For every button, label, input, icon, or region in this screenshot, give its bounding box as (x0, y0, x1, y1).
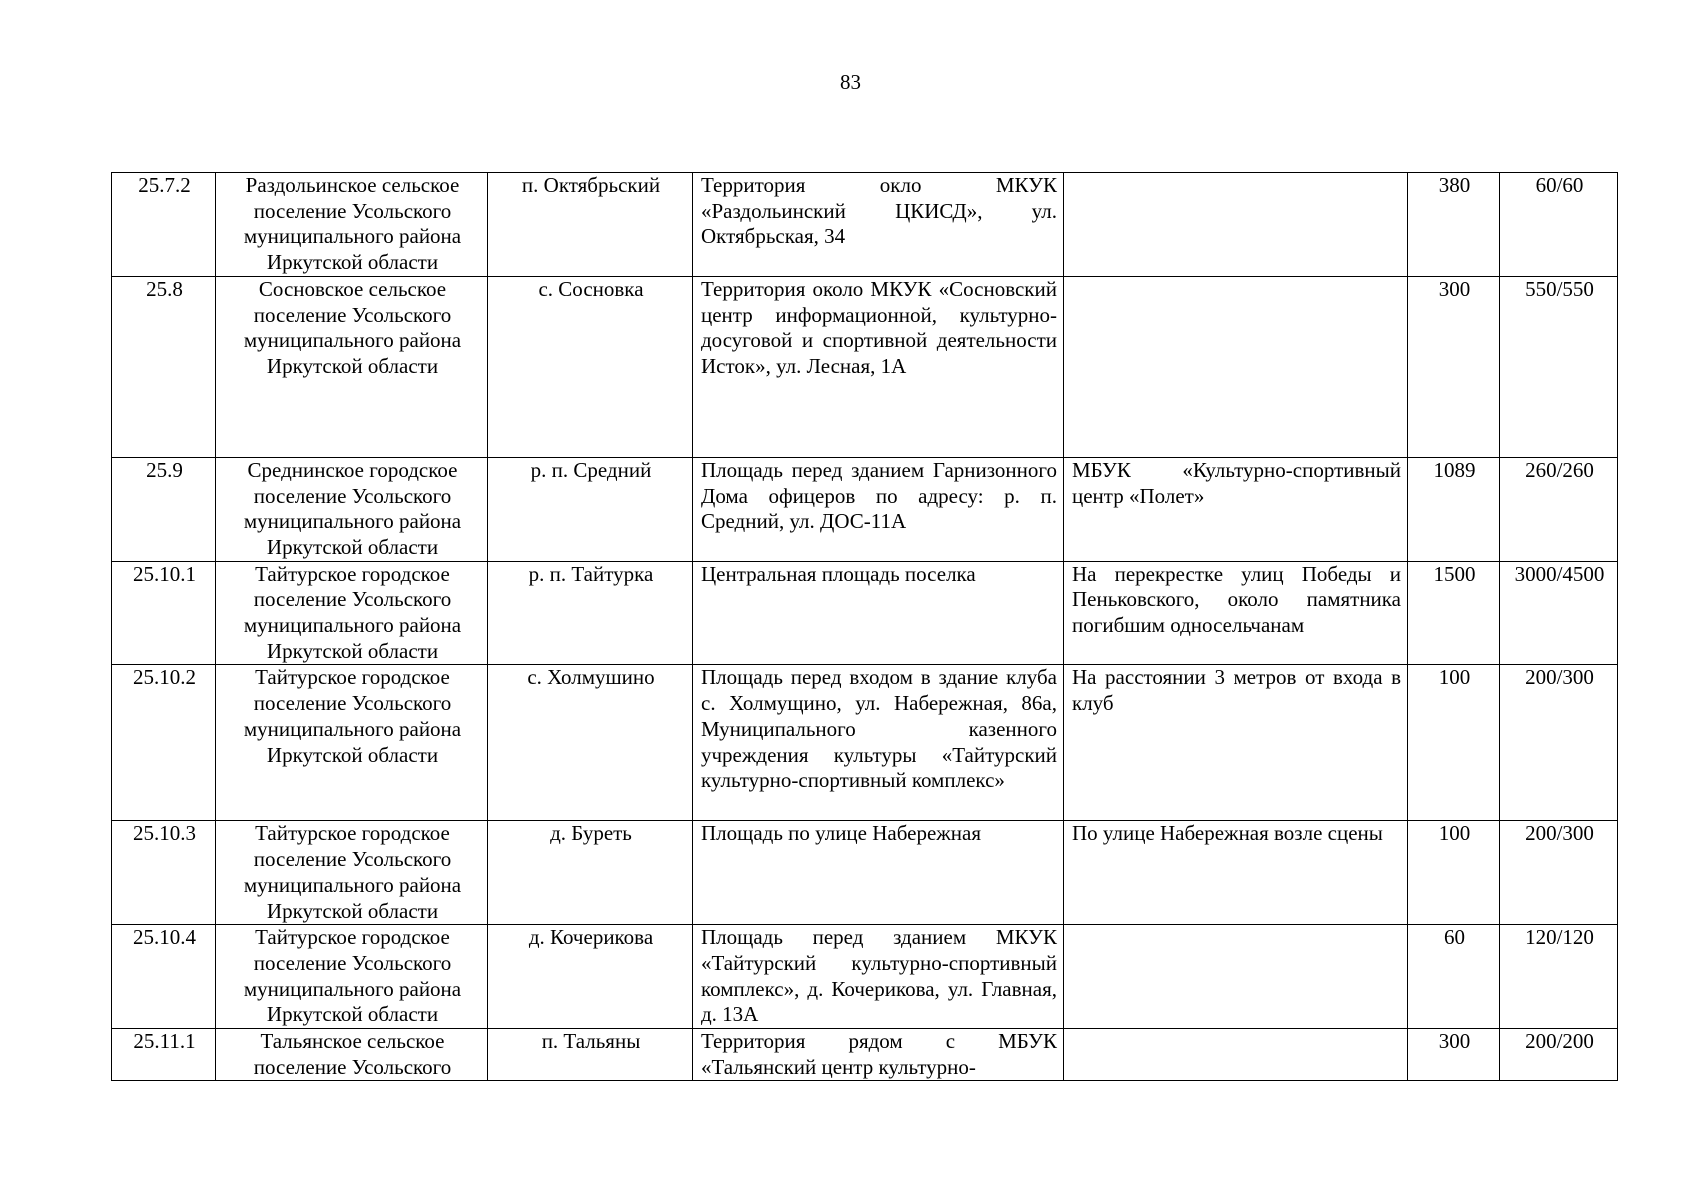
capacity-value: 100 (1408, 665, 1500, 821)
locality-name: р. п. Средний (488, 457, 693, 561)
locality-name: д. Кочерикова (488, 925, 693, 1029)
locality-name: р. п. Тайтурка (488, 561, 693, 665)
capacity-value: 380 (1408, 173, 1500, 277)
place-description: Территория рядом с МБУК «Тальянский центр культурно- (693, 1029, 1064, 1081)
table-row (112, 457, 1618, 561)
area-value: 550/550 (1500, 276, 1618, 457)
place-description: Центральная площадь поселка (693, 561, 1064, 665)
capacity-value: 1500 (1408, 561, 1500, 665)
table-row (112, 665, 1618, 821)
table-row (112, 1029, 1618, 1081)
settlement-name: Раздольинское сельское поселение Усольского муниципального района Иркутской области (216, 173, 488, 277)
place-description: Площадь по улице Набережная (693, 821, 1064, 925)
table-row (112, 276, 1618, 457)
place-description: Площадь перед входом в здание клуба с. Холмущино, ул. Набережная, 86а, Муниципального казенного учреждения культуры «Тайтурский культурно-спортивный комплекс» (693, 665, 1064, 821)
place-note (1064, 1029, 1408, 1081)
table-row (112, 561, 1618, 665)
locality-name: п. Тальяны (488, 1029, 693, 1081)
row-number: 25.10.2 (112, 665, 216, 821)
settlement-name: Тальянское сельское поселение Усольского (216, 1029, 488, 1081)
capacity-value: 100 (1408, 821, 1500, 925)
area-value: 120/120 (1500, 925, 1618, 1029)
area-value: 200/200 (1500, 1029, 1618, 1081)
area-value: 260/260 (1500, 457, 1618, 561)
area-value: 3000/4500 (1500, 561, 1618, 665)
row-number: 25.9 (112, 457, 216, 561)
area-value: 60/60 (1500, 173, 1618, 277)
table-row (112, 173, 1618, 277)
row-number: 25.8 (112, 276, 216, 457)
table-row (112, 821, 1618, 925)
place-description: Территория окло МКУК «Раздольинский ЦКИСД», ул. Октябрьская, 34 (693, 173, 1064, 277)
area-value: 200/300 (1500, 821, 1618, 925)
locality-name: с. Холмушино (488, 665, 693, 821)
row-number: 25.11.1 (112, 1029, 216, 1081)
capacity-value: 300 (1408, 1029, 1500, 1081)
settlements-table (111, 172, 1618, 1081)
settlement-name: Тайтурское городское поселение Усольского муниципального района Иркутской области (216, 561, 488, 665)
settlement-name: Тайтурское городское поселение Усольского муниципального района Иркутской области (216, 821, 488, 925)
table-row (112, 925, 1618, 1029)
capacity-value: 1089 (1408, 457, 1500, 561)
place-note: МБУК «Культурно-спортивный центр «Полет» (1064, 457, 1408, 561)
place-description: Площадь перед зданием Гарнизонного Дома офицеров по адресу: р. п. Средний, ул. ДОС-11А (693, 457, 1064, 561)
locality-name: п. Октябрьский (488, 173, 693, 277)
settlement-name: Тайтурское городское поселение Усольского муниципального района Иркутской области (216, 925, 488, 1029)
area-value: 200/300 (1500, 665, 1618, 821)
row-number: 25.10.1 (112, 561, 216, 665)
place-note: На расстоянии 3 метров от входа в клуб (1064, 665, 1408, 821)
row-number: 25.10.3 (112, 821, 216, 925)
row-number: 25.7.2 (112, 173, 216, 277)
settlement-name: Тайтурское городское поселение Усольского муниципального района Иркутской области (216, 665, 488, 821)
locality-name: д. Буреть (488, 821, 693, 925)
page-number: 83 (840, 70, 861, 94)
place-note (1064, 276, 1408, 457)
place-note (1064, 173, 1408, 277)
locality-name: с. Сосновка (488, 276, 693, 457)
settlement-name: Сосновское сельское поселение Усольского муниципального района Иркутской области (216, 276, 488, 457)
place-description: Площадь перед зданием МКУК «Тайтурский культурно-спортивный комплекс», д. Кочерикова, ул. Главная, д. 13А (693, 925, 1064, 1029)
place-note: На перекрестке улиц Победы и Пеньковского, около памятника погибшим односельчанам (1064, 561, 1408, 665)
place-note (1064, 925, 1408, 1029)
capacity-value: 300 (1408, 276, 1500, 457)
place-note: По улице Набережная возле сцены (1064, 821, 1408, 925)
settlement-name: Среднинское городское поселение Усольского муниципального района Иркутской области (216, 457, 488, 561)
row-number: 25.10.4 (112, 925, 216, 1029)
capacity-value: 60 (1408, 925, 1500, 1029)
place-description: Территория около МКУК «Сосновский центр информационной, культурно-досуговой и спортивной деятельности Исток», ул. Лесная, 1А (693, 276, 1064, 457)
